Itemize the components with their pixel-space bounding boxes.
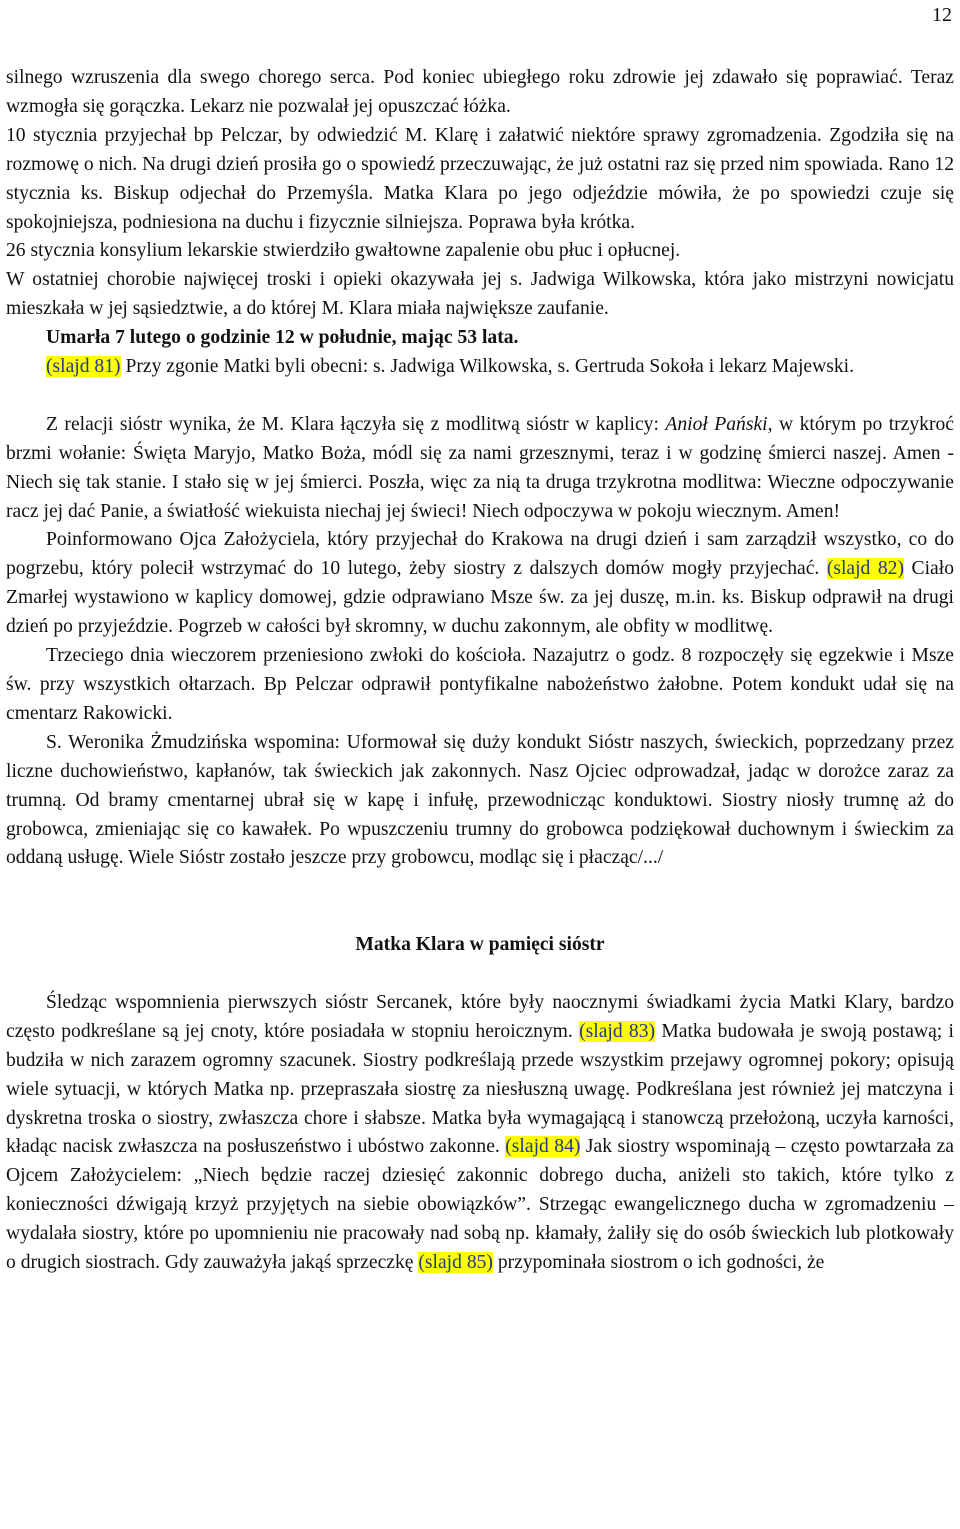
paragraph-text: Ciało Zmarłej wystawiono w kaplicy domowej, gdzie odprawiano Msze św. za jej duszę, m.in. ks. Biskup odprawił na drugi dzień po przyjeździe. Pogrzeb w całości był skromny, w duchu zakonnym, ale obfity w modlitwę. xyxy=(6,558,954,638)
slide-ref-83: (slajd 83) xyxy=(579,1020,656,1042)
blank-line xyxy=(6,902,954,931)
paragraph-text: 10 stycznia przyjechał bp Pelczar, by odwiedzić M. Klarę i załatwić niektóre sprawy zgromadzenia. Zgodziła się na rozmowę o nich. Na drugi dzień prosiła go o spowiedź przeczuwając, że już ostatni raz się przed nim spowiada. Rano 12 stycznia ks. Biskup odjechał do Przemyśla. Matka Klara po jego odjeździe mówiła, że po spowiedzi czuje się spokojniejsza, podniesiona na duchu i fizycznie silniejsza. Poprawa była krótka. xyxy=(6,124,954,233)
blank-line xyxy=(6,873,954,902)
italic-text: Anioł Pański xyxy=(665,413,768,435)
slide-ref-85: (slajd 85) xyxy=(418,1252,493,1274)
blank-line xyxy=(6,960,954,989)
paragraph-text: 26 stycznia konsylium lekarskie stwierdziło gwałtowne zapalenie obu płuc i opłucnej. xyxy=(6,240,681,262)
blank-line xyxy=(6,382,954,411)
paragraph-text: , w którym po trzykroć brzmi wołanie: Święta Maryjo, Matko Boża, módl się za nami grzesznymi, teraz i w godzinę śmierci naszej. Amen - Niech się tak stanie. I stało się w jej śmierci. Poszła, więc za nią ta druga trzykrotna modlitwa: Wieczne odpoczywanie racz jej dać Panie, a światłość wiekuista niechaj jej świeci! Niech odpoczywa w pokoju wiecznym. Amen! xyxy=(6,413,954,522)
slide-ref-82: (slajd 82) xyxy=(826,558,905,580)
slide-ref-84: (slajd 84) xyxy=(505,1136,581,1158)
slide-ref-81: (slajd 81) xyxy=(46,356,121,378)
paragraph xyxy=(6,729,954,874)
paragraph-text: Przy zgonie Matki byli obecni: s. Jadwiga Wilkowska, s. Gertruda Sokoła i lekarz Majewski. xyxy=(120,356,855,378)
death-statement xyxy=(6,324,954,353)
paragraph xyxy=(6,526,954,642)
paragraph-text: przypominała siostrom o ich godności, że xyxy=(492,1252,825,1274)
paragraph-text: Jak siostry wspominają – często powtarzała za Ojcem Założycielem: „Niech będzie raczej dziesięć zakonnic dobrego ducha, aniżeli sto takich, które tylko z konieczności dźwigają krzyż przyjętych na siebie obowiązków”. Strzegąc ewangelicznego ducha w zgromadzeniu – wydalała siostry, które po upomnieniu nie pracowały nad sobą np. kłamały, żaliły się do osób świeckich lub plotkowały o drugich siostrach. Gdy zauważyła jakąś sprzeczkę xyxy=(6,1136,954,1274)
document-body xyxy=(6,64,954,1278)
paragraph xyxy=(6,411,954,527)
bold-text: Umarła 7 lutego o godzinie 12 w południe, mając 53 lata. xyxy=(46,327,519,349)
paragraph-text: Poinformowano Ojca Założyciela, który przyjechał do Krakowa na drugi dzień i sam zarządził wszystko, co do pogrzebu, który polecił wstrzymać do 10 lutego, żeby siostry z dalszych domów mogły przyjechać. xyxy=(6,529,954,580)
paragraph xyxy=(6,237,954,266)
page-number: 12 xyxy=(932,4,952,26)
paragraph xyxy=(6,64,954,122)
paragraph-text: S. Weronika Żmudzińska wspomina: Uformował się duży kondukt Sióstr naszych, świeckich, poprzedzany przez liczne duchowieństwo, kapłanów, tak świeckich jak zakonnych. Nasz Ojciec odprowadzał, jadąc w dorożce zaraz za trumną. Od bramy cmentarnej ubrał się w kapę i infułę, przewodnicząc konduktowi. Siostry niosły trumnę aż do grobowca, zmieniając się co kawałek. Po wpuszczeniu trumny do grobowca podziękował duchownym i świeckim za oddaną usługę. Wiele Sióstr zostało jeszcze przy grobowcu, modląc się i płacząc/.../ xyxy=(6,731,954,869)
paragraph-text: Z relacji sióstr wynika, że M. Klara łączyła się z modlitwą sióstr w kaplicy: xyxy=(46,413,666,435)
paragraph xyxy=(6,642,954,729)
paragraph-text: Śledząc wspomnienia pierwszych sióstr Sercanek, które były naocznymi świadkami życia Matki Klary, bardzo często podkreślane są jej cnoty, które posiadała w stopniu heroicznym. xyxy=(6,991,954,1042)
paragraph-text: Matka budowała je swoją postawą; i budziła w nich zarazem ogromny szacunek. Siostry podkreślają przede wszystkim przejawy ogromnej pokory; opisują wiele sytuacji, w których Matka np. przepraszała siostrę za niesłuszną uwagę. Podkreślana jest również jej matczyna i dyskretna troska o siostry, zwłaszcza chore i słabsze. Matka była wymagającą i stanowczą przełożoną, uczyła karności, kładąc nacisk zwłaszcza na posłuszeństwo i ubóstwo zakonne. xyxy=(6,1020,954,1158)
paragraph-text: silnego wzruszenia dla swego chorego serca. Pod koniec ubiegłego roku zdrowie jej zdawało się poprawiać. Teraz wzmogła się gorączka. Lekarz nie pozwalał jej opuszczać łóżka. xyxy=(6,67,954,117)
section-heading: Matka Klara w pamięci sióstr xyxy=(355,934,605,956)
paragraph xyxy=(6,353,954,382)
paragraph xyxy=(6,122,954,238)
paragraph-text: Trzeciego dnia wieczorem przeniesiono zwłoki do kościoła. Nazajutrz o godz. 8 rozpoczęły się egzekwie i Msze św. przy wszystkich ołtarzach. Bp Pelczar odprawił pontyfikalne nabożeństwo żałobne. Potem kondukt udał się na cmentarz Rakowicki. xyxy=(6,645,954,724)
paragraph-text: W ostatniej chorobie najwięcej troski i opieki okazywała jej s. Jadwiga Wilkowska, która jako mistrzyni nowicjatu mieszkała w jej sąsiedztwie, a do której M. Klara miała największe zaufanie. xyxy=(6,269,954,320)
paragraph xyxy=(6,266,954,324)
paragraph xyxy=(6,989,954,1278)
